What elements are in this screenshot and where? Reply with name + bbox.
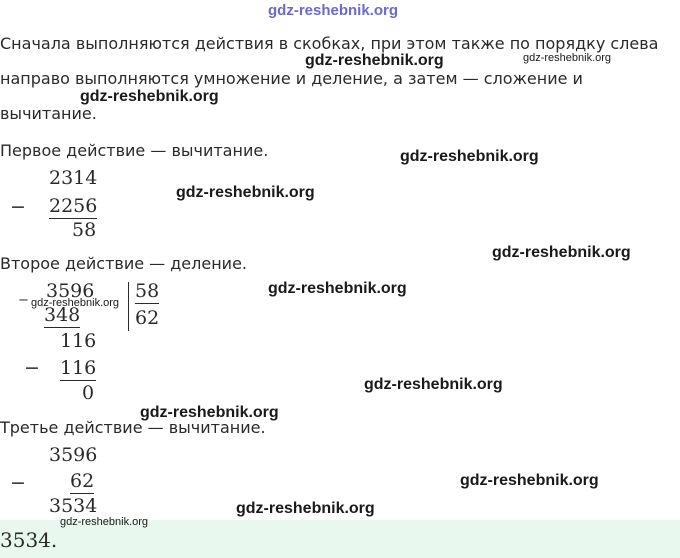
step2-first-subtrahend: 348 [44, 304, 81, 326]
step2-minus-sign-1: − [18, 293, 29, 308]
watermark: gdz-reshebnik.org [176, 184, 315, 201]
step2-minus-sign-2: − [24, 357, 40, 379]
watermark: gdz-reshebnik.org [492, 244, 631, 261]
watermark: gdz-reshebnik.org [523, 52, 612, 64]
step1-subtrahend: 2256 [49, 195, 98, 217]
division-vertical-line [128, 282, 129, 331]
step1-result: 58 [72, 219, 97, 241]
step2-title: Второе действие — деление. [0, 254, 247, 273]
watermark: gdz-reshebnik.org [236, 500, 375, 517]
step2-divisor: 58 [135, 280, 160, 302]
watermark: gdz-reshebnik.org [80, 88, 219, 105]
step3-subtrahend: 62 [70, 470, 95, 492]
watermark: gdz-reshebnik.org [305, 52, 444, 69]
step2-second-subtrahend: 116 [60, 357, 97, 379]
paragraph-line-1: Сначала выполняются действия в скобках, при этом также по порядку слева [0, 34, 659, 53]
step3-minuend: 3596 [49, 444, 98, 466]
watermark: gdz-reshebnik.org [140, 404, 279, 421]
watermark: gdz-reshebnik.org [364, 376, 503, 393]
paragraph-line-2: направо выполняются умножение и деление, а затем — сложение и [0, 69, 583, 88]
step2-remainder-1: 116 [60, 330, 97, 352]
step2-dividend: 3596 [46, 280, 95, 302]
step2-quotient: 62 [135, 307, 160, 329]
watermark: gdz-reshebnik.org [31, 297, 120, 309]
watermark: gdz-reshebnik.org [460, 472, 599, 489]
answer-value: 3534. [0, 528, 58, 552]
step1-minuend: 2314 [49, 167, 98, 189]
step1-minus-sign: − [10, 196, 26, 218]
step3-title: Третье действие — вычитание. [0, 418, 266, 437]
paragraph-line-3: вычитание. [0, 104, 97, 123]
watermark: gdz-reshebnik.org [268, 280, 407, 297]
step1-title: Первое действие — вычитание. [0, 141, 269, 160]
watermark-top[interactable]: gdz-reshebnik.org [268, 2, 399, 19]
step3-minus-sign: − [10, 472, 26, 494]
step2-remainder-2: 0 [82, 382, 95, 404]
step3-result: 3534 [49, 495, 98, 517]
watermark: gdz-reshebnik.org [60, 516, 149, 528]
watermark: gdz-reshebnik.org [400, 148, 539, 165]
